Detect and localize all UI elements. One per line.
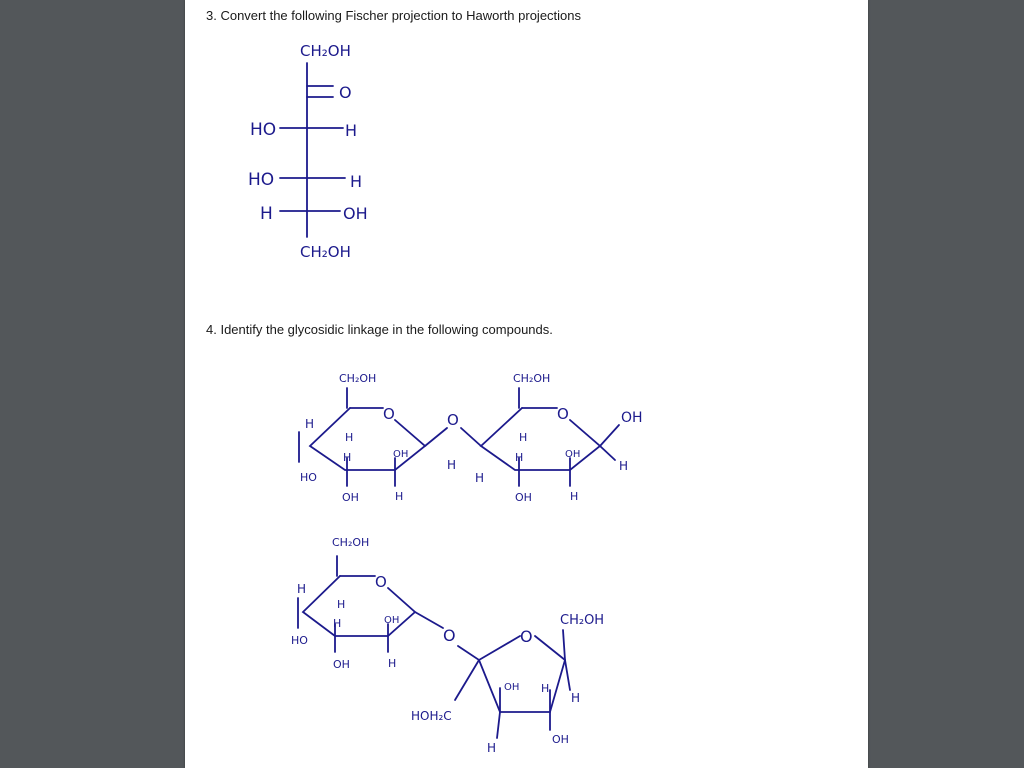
- fructose-hoh2c: HOH₂C: [411, 709, 452, 723]
- fischer-row3-oh: OH: [343, 204, 368, 223]
- glycosidic-o-1: O: [447, 411, 459, 429]
- fructose-h-c4: H: [541, 682, 550, 695]
- glucose-h-c2: H: [333, 617, 342, 630]
- glucose-h-ring: H: [337, 598, 346, 611]
- fructose-h-c4b: H: [571, 691, 581, 705]
- glucose-oh-c1: OH: [384, 615, 400, 626]
- fischer-row1-ho: HO: [250, 120, 277, 140]
- ring2-ch2oh: CH₂OH: [513, 372, 551, 385]
- fructose-h-c3: H: [487, 741, 497, 755]
- ring1-oh-bottom: OH: [342, 491, 359, 504]
- ring1-ho: HO: [300, 471, 317, 484]
- glucose-oh-bottom: OH: [333, 658, 350, 671]
- fischer-row2-ho: HO: [248, 170, 275, 190]
- fructose-ring-o: O: [520, 627, 533, 646]
- glucose-h-upper: H: [297, 582, 307, 596]
- ring2-oh-c1: OH: [565, 449, 581, 460]
- ring2-h-ring: H: [519, 431, 528, 444]
- question-3-text: 3. Convert the following Fischer projection to Haworth projections: [206, 8, 582, 23]
- fischer-row2-h: H: [350, 172, 363, 191]
- ring1-h-upper: H: [305, 417, 315, 431]
- document-page: [185, 0, 868, 768]
- glycosidic-h-right: H: [475, 471, 485, 485]
- ring1-ch2oh: CH₂OH: [339, 372, 377, 385]
- glycosidic-h-left: H: [447, 458, 457, 472]
- handwritten-structures: [185, 0, 868, 768]
- ring2-oh-bottom: OH: [515, 491, 532, 504]
- glucose-ring-o: O: [375, 573, 387, 591]
- ring2-h-bottom: H: [570, 490, 579, 503]
- disaccharide-1: [299, 372, 643, 504]
- glucose-ho: HO: [291, 634, 308, 647]
- ring1-h-ring: H: [345, 431, 354, 444]
- fructose-oh-c4: OH: [552, 733, 569, 746]
- fischer-row1-h: H: [345, 121, 358, 140]
- ring1-h-c2: H: [343, 451, 352, 464]
- fructose-ch2oh: CH₂OH: [560, 613, 605, 628]
- ring2-h-c2: H: [515, 451, 524, 464]
- fischer-row3-h: H: [260, 204, 273, 224]
- ring2-anomeric-h: H: [619, 459, 629, 473]
- ring2-anomeric-oh: OH: [621, 410, 643, 426]
- fischer-top-ch2oh: CH₂OH: [300, 42, 351, 60]
- fischer-bottom-ch2oh: CH₂OH: [300, 243, 351, 261]
- fructose-oh-c3: OH: [504, 682, 520, 693]
- ring1-h-bottom: H: [395, 490, 404, 503]
- ring1-ring-o: O: [383, 405, 395, 423]
- ring2-ring-o: O: [557, 405, 569, 423]
- fischer-carbonyl-o: O: [339, 83, 352, 102]
- glucose-h-bottom: H: [388, 657, 397, 670]
- glucose-ch2oh: CH₂OH: [332, 536, 370, 549]
- ring1-oh-c1: OH: [393, 449, 409, 460]
- fischer-projection: [248, 42, 368, 261]
- question-4-text: 4. Identify the glycosidic linkage in the following compounds.: [206, 322, 553, 337]
- disaccharide-2: [291, 536, 604, 755]
- glycosidic-o-2: O: [443, 626, 456, 645]
